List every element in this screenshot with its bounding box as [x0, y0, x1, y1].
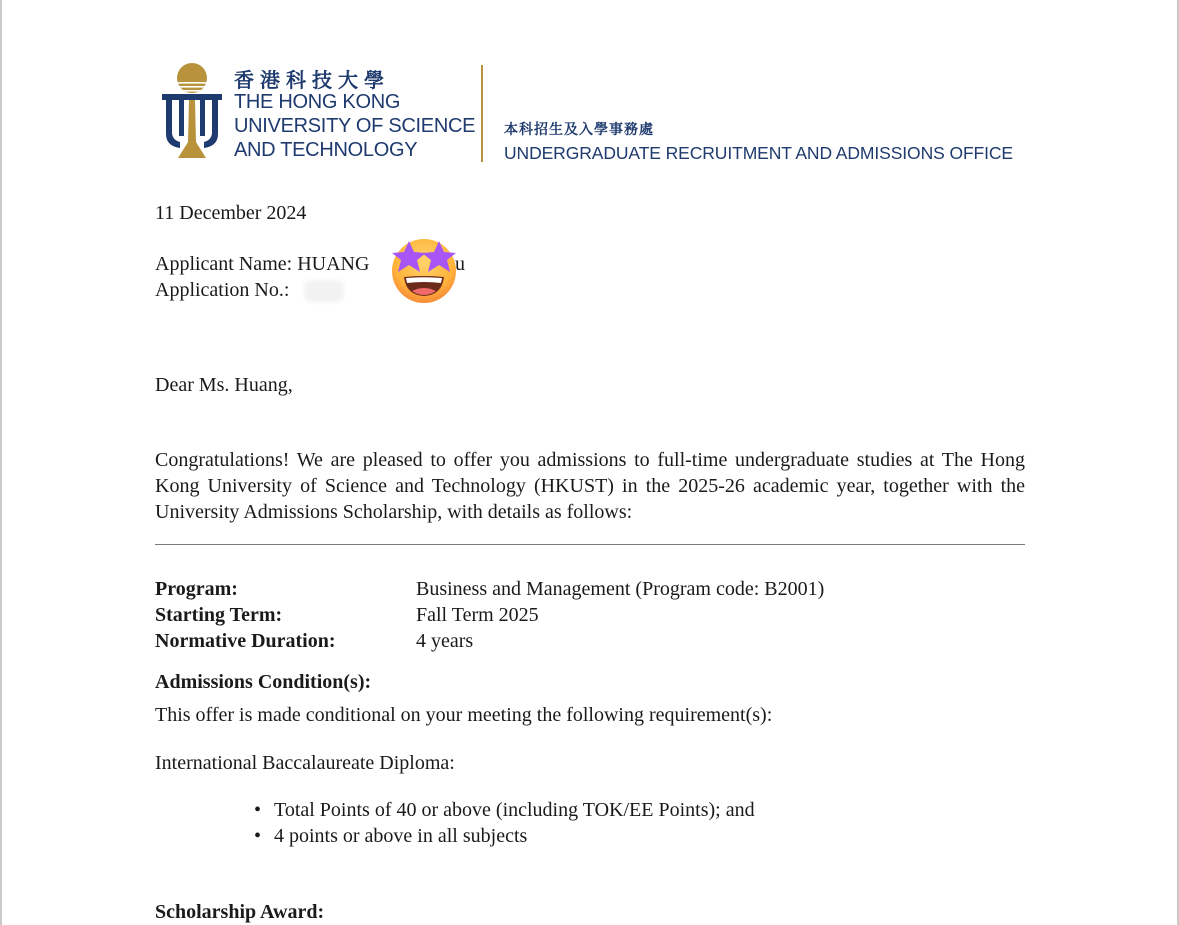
star-struck-emoji-icon — [388, 233, 460, 305]
scholarship-heading: Scholarship Award: — [155, 901, 325, 923]
intro-paragraph: Congratulations! We are pleased to offer you admissions to full-time undergraduate studies at The Hong Kong University of Science and Technology (HKUST) in the 2025-26 academic year, together with the University Admissions Scholarship, with details as follows: — [155, 449, 1025, 523]
applicant-name-label: Applicant Name: — [155, 253, 298, 275]
office-name-chinese: 本科招生及入學事務處 — [504, 122, 654, 138]
hkust-logo-icon — [160, 62, 224, 160]
application-no-label: Application No.: — [155, 279, 290, 301]
header-divider — [481, 65, 483, 162]
university-name-line-1: THE HONG KONG — [234, 91, 401, 113]
university-name-chinese: 香港科技大學 — [234, 68, 390, 92]
duration-value: 4 years — [416, 630, 474, 652]
qualification-label: International Baccalaureate Diploma: — [155, 752, 455, 774]
conditions-heading: Admissions Condition(s): — [155, 671, 372, 693]
letter-date: 11 December 2024 — [155, 202, 307, 224]
salutation: Dear Ms. Huang, — [155, 374, 293, 396]
conditions-intro: This offer is made conditional on your meeting the following requirement(s): — [155, 704, 773, 726]
university-name-line-2: UNIVERSITY OF SCIENCE — [234, 115, 476, 137]
program-value: Business and Management (Program code: B2001) — [416, 578, 825, 600]
section-divider — [155, 544, 1025, 545]
applicant-name-line — [155, 253, 369, 276]
university-name-line-3: AND TECHNOLOGY — [234, 139, 418, 161]
list-item: • 4 points or above in all subjects — [254, 825, 528, 847]
applicant-name-start: HUANG — [297, 253, 370, 275]
redacted-application-number — [304, 280, 344, 302]
condition-item-text: Total Points of 40 or above (including TOK/EE Points); and — [274, 799, 755, 821]
duration-label: Normative Duration: — [155, 630, 336, 652]
program-label: Program: — [155, 578, 238, 600]
page-edge-left — [0, 0, 2, 925]
condition-item-text: 4 points or above in all subjects — [274, 825, 528, 847]
applicant-name-end: u — [455, 253, 465, 275]
starting-term-label: Starting Term: — [155, 604, 283, 626]
list-item: • Total Points of 40 or above (including TOK/EE Points); and — [254, 799, 755, 821]
university-name-english — [234, 90, 475, 162]
office-name-english: UNDERGRADUATE RECRUITMENT AND ADMISSIONS OFFICE — [504, 143, 1014, 163]
starting-term-value: Fall Term 2025 — [416, 604, 539, 626]
